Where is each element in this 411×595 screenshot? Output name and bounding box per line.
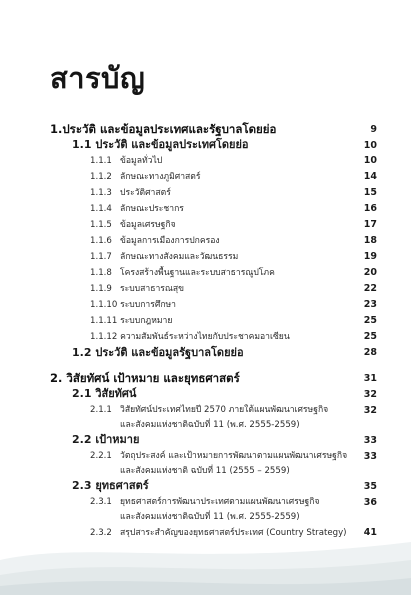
toc-entry-1-2-number: 1.2 [72,346,92,359]
toc-entry-1-1-1-number: 1.1.1 [90,156,112,166]
toc-entry-1-1-2-number: 1.1.2 [90,172,112,182]
toc-entry-1-1-11-page: 25 [363,315,377,326]
toc-entry-1-1-9-page: 22 [363,283,377,294]
toc-entry-1-1-4-number: 1.1.4 [90,204,112,214]
toc-entry-1-1-3-page: 15 [363,187,377,198]
toc-entry-1-1-9-text: ระบบสาธารณสุข [120,284,184,294]
toc-entry-1-1-1 [90,153,162,169]
toc-entry-1-1-11-number: 1.1.11 [90,316,118,326]
toc-entry-1-2-text: ประวัติ และข้อมูลรัฐบาลโดยย่อ [95,346,244,359]
toc-entry-2-1-1-text: วิสัยทัศน์ประเทศไทยปี 2570 ภายใต้แผนพัฒนาเศรษฐกิจ [120,405,329,415]
toc-entry-1-1-11-text: ระบบกฎหมาย [120,316,173,326]
toc-entry-2-1-text: วิสัยทัศน์ [95,387,137,400]
toc-entry-2-3-1-text-line2: และสังคมแห่งชาติฉบับที่ 11 (พ.ศ. 2555-2559) [120,512,300,522]
toc-entry-1-1-number: 1.1 [72,138,92,151]
toc-entry-2-1-1-page: 32 [363,405,377,416]
toc-entry-2-1-1 [90,402,328,418]
toc-entry-1-1-6-number: 1.1.6 [90,236,112,246]
toc-entry-1-1-2-text: ลักษณะทางภูมิศาสตร์ [120,172,201,182]
toc-entry-1-1-5-text: ข้อมูลเศรษฐกิจ [120,220,176,230]
toc-entry-2-3-2-text: สรุปสาระสำคัญของยุทธศาสตร์ประเทศ (Country Strategy) [120,528,347,538]
toc-entry-1-1-10-page: 23 [363,299,377,310]
toc-entry-2-3-2-number: 2.3.2 [90,528,112,538]
toc-entry-2-3 [72,478,149,494]
toc-entry-1-2 [72,345,244,361]
toc-entry-2-2-1 [90,448,347,464]
toc-entry-1-1-7-number: 1.1.7 [90,252,112,262]
toc-entry-1-1-9-number: 1.1.9 [90,284,112,294]
toc-entry-2-3-1-text: ยุทธศาสตร์การพัฒนาประเทศตามแผนพัฒนาเศรษฐกิจ [120,497,320,507]
toc-entry-2-3-1-page: 36 [363,497,377,508]
toc-entry-2-1 [72,386,136,402]
toc-entry-1-1-page: 10 [363,140,377,151]
page-title: สารบัญ [50,61,146,95]
toc-entry-2-3-1-number: 2.3.1 [90,497,112,507]
toc-entry-2-1-1-line2 [120,417,300,433]
toc-entry-2-3-1 [90,494,320,510]
toc-entry-1-2-page: 28 [363,347,377,358]
toc-entry-1-1-5 [90,217,176,233]
toc-entry-2 [50,370,240,386]
toc-entry-1-1-8-text: โครงสร้างพื้นฐานและระบบสาธารณูปโภค [120,268,275,278]
toc-entry-2-2-text: เป้าหมาย [95,433,140,446]
toc-entry-1-1-11 [90,313,172,329]
toc-entry-1-1-6-page: 18 [363,235,377,246]
toc-entry-2-2-1-page: 33 [363,451,377,462]
footer-wave-decoration [0,520,411,595]
toc-entry-1-1-3 [90,185,171,201]
toc-entry-1-1-7 [90,249,238,265]
toc-entry-1-1-4-page: 16 [363,203,377,214]
toc-entry-2-1-1-text-line2: และสังคมแห่งชาติฉบับที่ 11 (พ.ศ. 2555-2559) [120,420,300,430]
toc-entry-2-3-text: ยุทธศาสตร์ [95,479,149,492]
toc-entry-1-1-10-number: 1.1.10 [90,300,118,310]
toc-entry-2-2-1-text-line2: และสังคมแห่งชาติ ฉบับที่ 11 (2555 – 2559) [120,466,290,476]
toc-entry-1-1-4 [90,201,184,217]
toc-entry-2-number: 2. [50,371,63,385]
toc-entry-2-2 [72,432,139,448]
toc-entry-1-1-12 [90,329,290,345]
toc-entry-1-1-8-number: 1.1.8 [90,268,112,278]
toc-entry-1-1-8-page: 20 [363,267,377,278]
toc-entry-2-3-number: 2.3 [72,479,92,492]
toc-entry-1-1 [72,137,249,153]
toc-entry-1-1-3-text: ประวัติศาสตร์ [120,188,171,198]
toc-entry-2-2-number: 2.2 [72,433,92,446]
toc-entry-1-1-10 [90,297,176,313]
toc-entry-1-1-4-text: ลักษณะประชากร [120,204,184,214]
toc-entry-1-1-1-page: 10 [363,155,377,166]
toc-entry-1 [50,121,276,137]
toc-entry-1-1-text: ประวัติ และข้อมูลประเทศโดยย่อ [95,138,249,151]
toc-entry-2-3-2-page: 41 [363,527,377,538]
toc-entry-2-3-page: 35 [363,481,377,492]
toc-entry-2-page: 31 [363,373,377,384]
toc-entry-2-2-1-number: 2.2.1 [90,451,112,461]
toc-entry-1-1-1-text: ข้อมูลทั่วไป [120,156,163,166]
toc-entry-1-text: ประวัติ และข้อมูลประเทศและรัฐบาลโดยย่อ [62,122,277,136]
toc-entry-1-page: 9 [370,124,377,135]
toc-entry-1-1-8 [90,265,275,281]
toc-entry-1-1-6-text: ข้อมูลการเมืองการปกครอง [120,236,220,246]
toc-entry-1-1-6 [90,233,220,249]
toc-entry-1-1-2 [90,169,200,185]
toc-entry-2-2-1-text: วัตถุประสงค์ และเป้าหมายการพัฒนาตามแผนพัฒนาเศรษฐกิจ [120,451,348,461]
toc-entry-1-number: 1. [50,122,63,136]
toc-entry-1-1-12-page: 25 [363,331,377,342]
toc-entry-2-2-1-line2 [120,463,290,479]
toc-entry-1-1-9 [90,281,184,297]
toc-entry-2-1-number: 2.1 [72,387,92,400]
toc-entry-1-1-3-number: 1.1.3 [90,188,112,198]
toc-entry-1-1-5-page: 17 [363,219,377,230]
toc-entry-2-text: วิสัยทัศน์ เป้าหมาย และยุทธศาสตร์ [66,371,240,385]
toc-entry-1-1-12-number: 1.1.12 [90,332,118,342]
toc-entry-1-1-5-number: 1.1.5 [90,220,112,230]
toc-entry-2-1-1-number: 2.1.1 [90,405,112,415]
toc-entry-2-1-page: 32 [363,389,377,400]
toc-entry-1-1-7-text: ลักษณะทางสังคมและวัฒนธรรม [120,252,239,262]
toc-entry-1-1-7-page: 19 [363,251,377,262]
toc-entry-1-1-12-text: ความสัมพันธ์ระหว่างไทยกับประชาคมอาเซียน [120,332,290,342]
toc-entry-1-1-10-text: ระบบการศึกษา [120,300,177,310]
toc-entry-1-1-2-page: 14 [363,171,377,182]
toc-entry-2-2-page: 33 [363,435,377,446]
